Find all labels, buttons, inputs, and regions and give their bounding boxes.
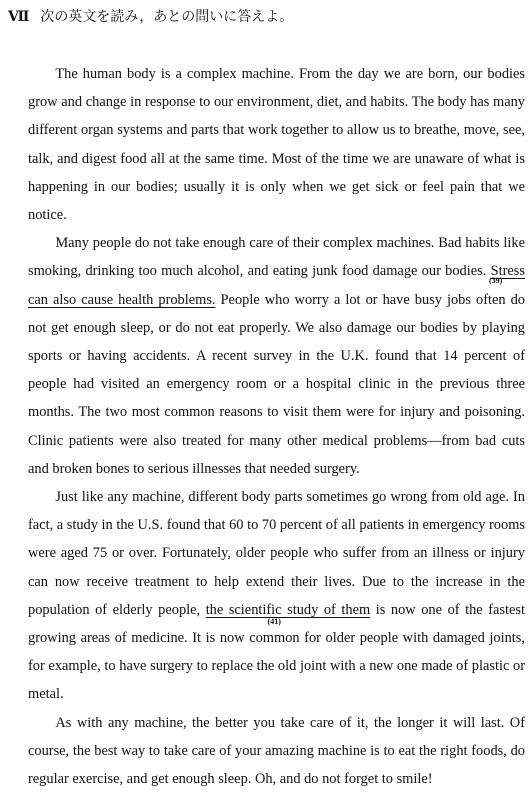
paragraph-2-text-after: People who worry a lot or have busy jobs often do not get enough sleep, or do not eat properly. We also damage our bodies by playing sports or having accidents. A recent survey in the U.K. found that 14 percent of people had visited an emergency room or a hospital clinic in the previous three months. The two most common reasons to visit them were for injury and poisoning. Clinic patients were also treated for many other medical problems—from bad cuts and broken bones to serious illnesses that needed surgery. — [28, 291, 525, 477]
underlined-text-41: the scientific study of them — [205, 601, 371, 618]
paragraph-4: As with any machine, the better you take care of it, the longer it will last. Of course, the best way to take care of your amazing machine is to eat the right foods, do regular exercise, and get enough sleep. Oh, and do not forget to smile! — [28, 714, 525, 788]
underlined-passage-41 — [206, 602, 371, 618]
paragraph-2-text-before: Many people do not take enough care of their complex machines. Bad habits like smoking, drinking too much alcohol, and eating junk food damage our bodies. — [28, 235, 525, 280]
underlined-text-39: Stress can also cause health problems. — [28, 263, 525, 308]
paragraph-1: The human body is a complex machine. From the day we are born, our bodies grow and change in response to our environment, diet, and habits. The body has many different organ systems and parts that work together to allow us to breathe, move, see, talk, and digest food all at the same time. Most of the time we are unaware of what is happening in our bodies; usually it is only when we get sick or feel pain that we notice. — [28, 66, 525, 224]
question-marker-41: (41) — [267, 616, 281, 626]
question-marker-39: (39) — [488, 276, 503, 286]
paragraph-3 — [28, 483, 525, 709]
question-number: Ⅶ — [8, 10, 29, 25]
reading-passage — [28, 60, 525, 793]
question-header — [8, 8, 293, 28]
paragraph-3-text-after: is now one of the fastest growing areas of medicine. It is now common for older people with damaged joints, for example, to have surgery to replace the old joint with a new one made of plastic or metal. — [28, 601, 526, 703]
question-instruction: 次の英文を読み，あとの問いに答えよ。 — [40, 10, 294, 25]
paragraph-2 — [28, 229, 525, 483]
paragraph-3-text-before: Just like any machine, different body parts sometimes go wrong from old age. In fact, a study in the U.S. found that 60 to 70 percent of all patients in emergency rooms were aged 75 or over. Fortunately, older people who suffer from an illness or injury can now receive treatment to help extend their lives. Due to the increase in the population of elderly people, — [28, 489, 525, 618]
